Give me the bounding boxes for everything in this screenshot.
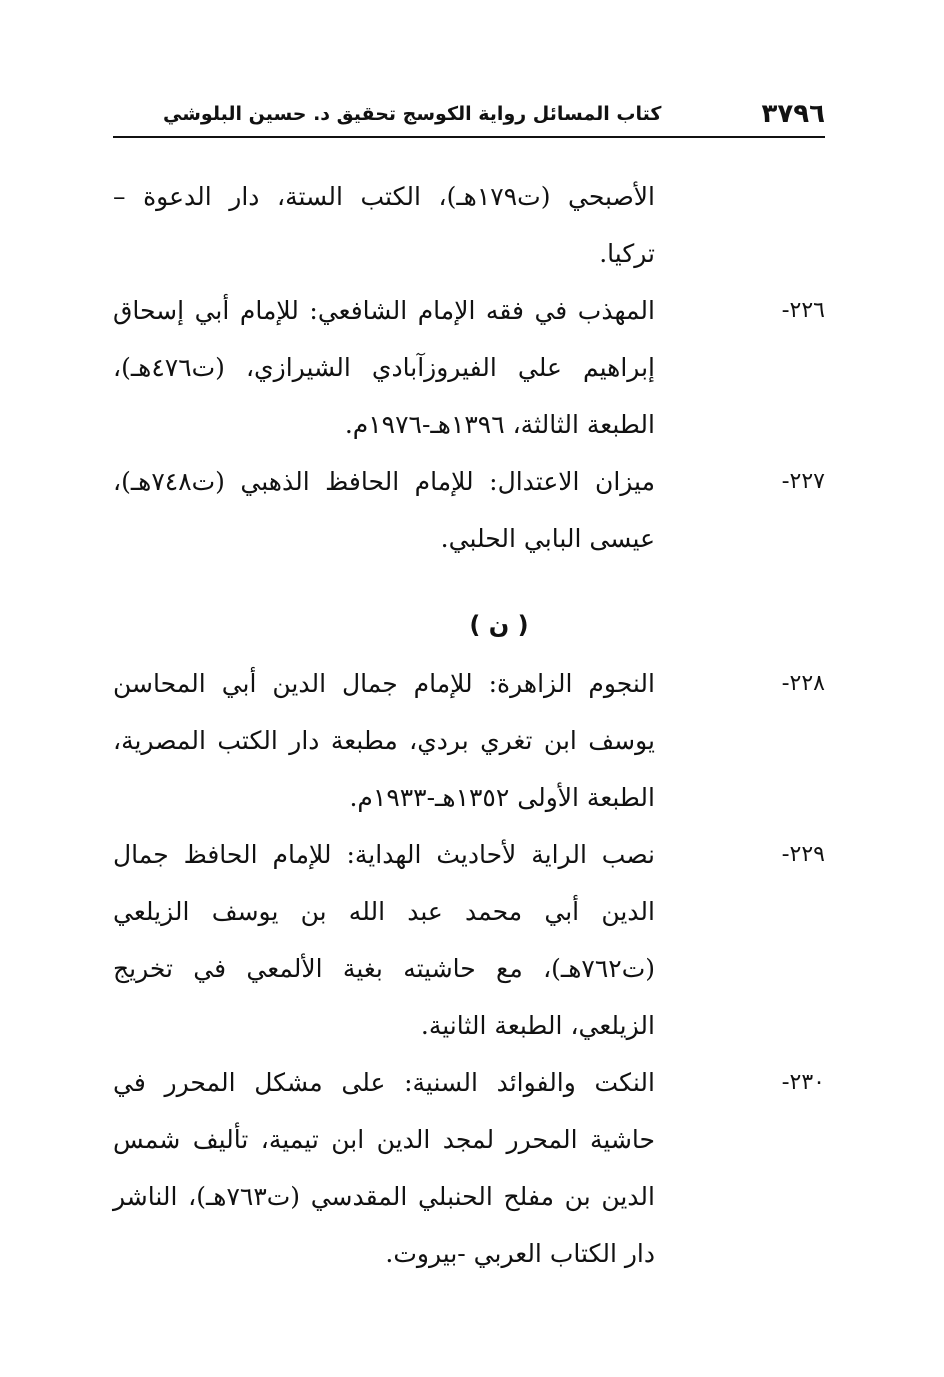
entry-text: النجوم الزاهرة: للإمام جمال الدين أبي المحاسن يوسف ابن تغري بردي، مطبعة دار الكتب المصرية، الطبعة الأولى ١٣٥٢هـ-١٩٣٣م. bbox=[113, 669, 655, 812]
entry-text: الأصبحي (ت١٧٩هـ)، الكتب الستة، دار الدعوة – تركيا. bbox=[113, 182, 655, 268]
entry-text: النكت والفوائد السنية: على مشكل المحرر في حاشية المحرر لمجد الدين ابن تيمية، تأليف شمس الدين بن مفلح الحنبلي المقدسي (ت٧٦٣هـ)، الناشر دار الكتاب العربي -بيروت. bbox=[113, 1068, 655, 1268]
bibliography-list bbox=[113, 168, 825, 1282]
bibliography-entry-230 bbox=[113, 1054, 825, 1282]
page-header bbox=[113, 92, 825, 138]
entry-number: ٢٢٧- bbox=[781, 469, 825, 494]
bibliography-entry-226 bbox=[113, 282, 825, 453]
bibliography-continuation bbox=[113, 168, 825, 282]
bibliography-entry-228 bbox=[113, 655, 825, 826]
entry-text: نصب الراية لأحاديث الهداية: للإمام الحافظ جمال الدين أبي محمد عبد الله بن يوسف الزيلعي (ت٧٦٢هـ)، مع حاشيته بغية الألمعي في تخريج الزيلعي، الطبعة الثانية. bbox=[113, 840, 655, 1040]
bibliography-entry-227 bbox=[113, 453, 825, 567]
entry-number: ٢٢٩- bbox=[781, 842, 825, 867]
entry-number: ٢٢٨- bbox=[781, 671, 825, 696]
page-number: ٣٧٩٦ bbox=[761, 99, 825, 129]
entry-number: ٢٣٠- bbox=[781, 1070, 825, 1095]
entry-number: ٢٢٦- bbox=[781, 298, 825, 323]
section-heading: ( ن ) bbox=[469, 611, 529, 639]
entry-text: المهذب في فقه الإمام الشافعي: للإمام أبي إسحاق إبراهيم علي الفيروزآبادي الشيرازي، (ت٤٧٦هـ)، الطبعة الثالثة، ١٣٩٦هـ-١٩٧٦م. bbox=[113, 296, 655, 439]
entry-text: ميزان الاعتدال: للإمام الحافظ الذهبي (ت٧٤٨هـ)، عيسى البابي الحلبي. bbox=[113, 467, 655, 553]
bibliography-entry-229 bbox=[113, 826, 825, 1054]
running-title: كتاب المسائل رواية الكوسج تحقيق د. حسين البلوشي bbox=[163, 103, 662, 125]
